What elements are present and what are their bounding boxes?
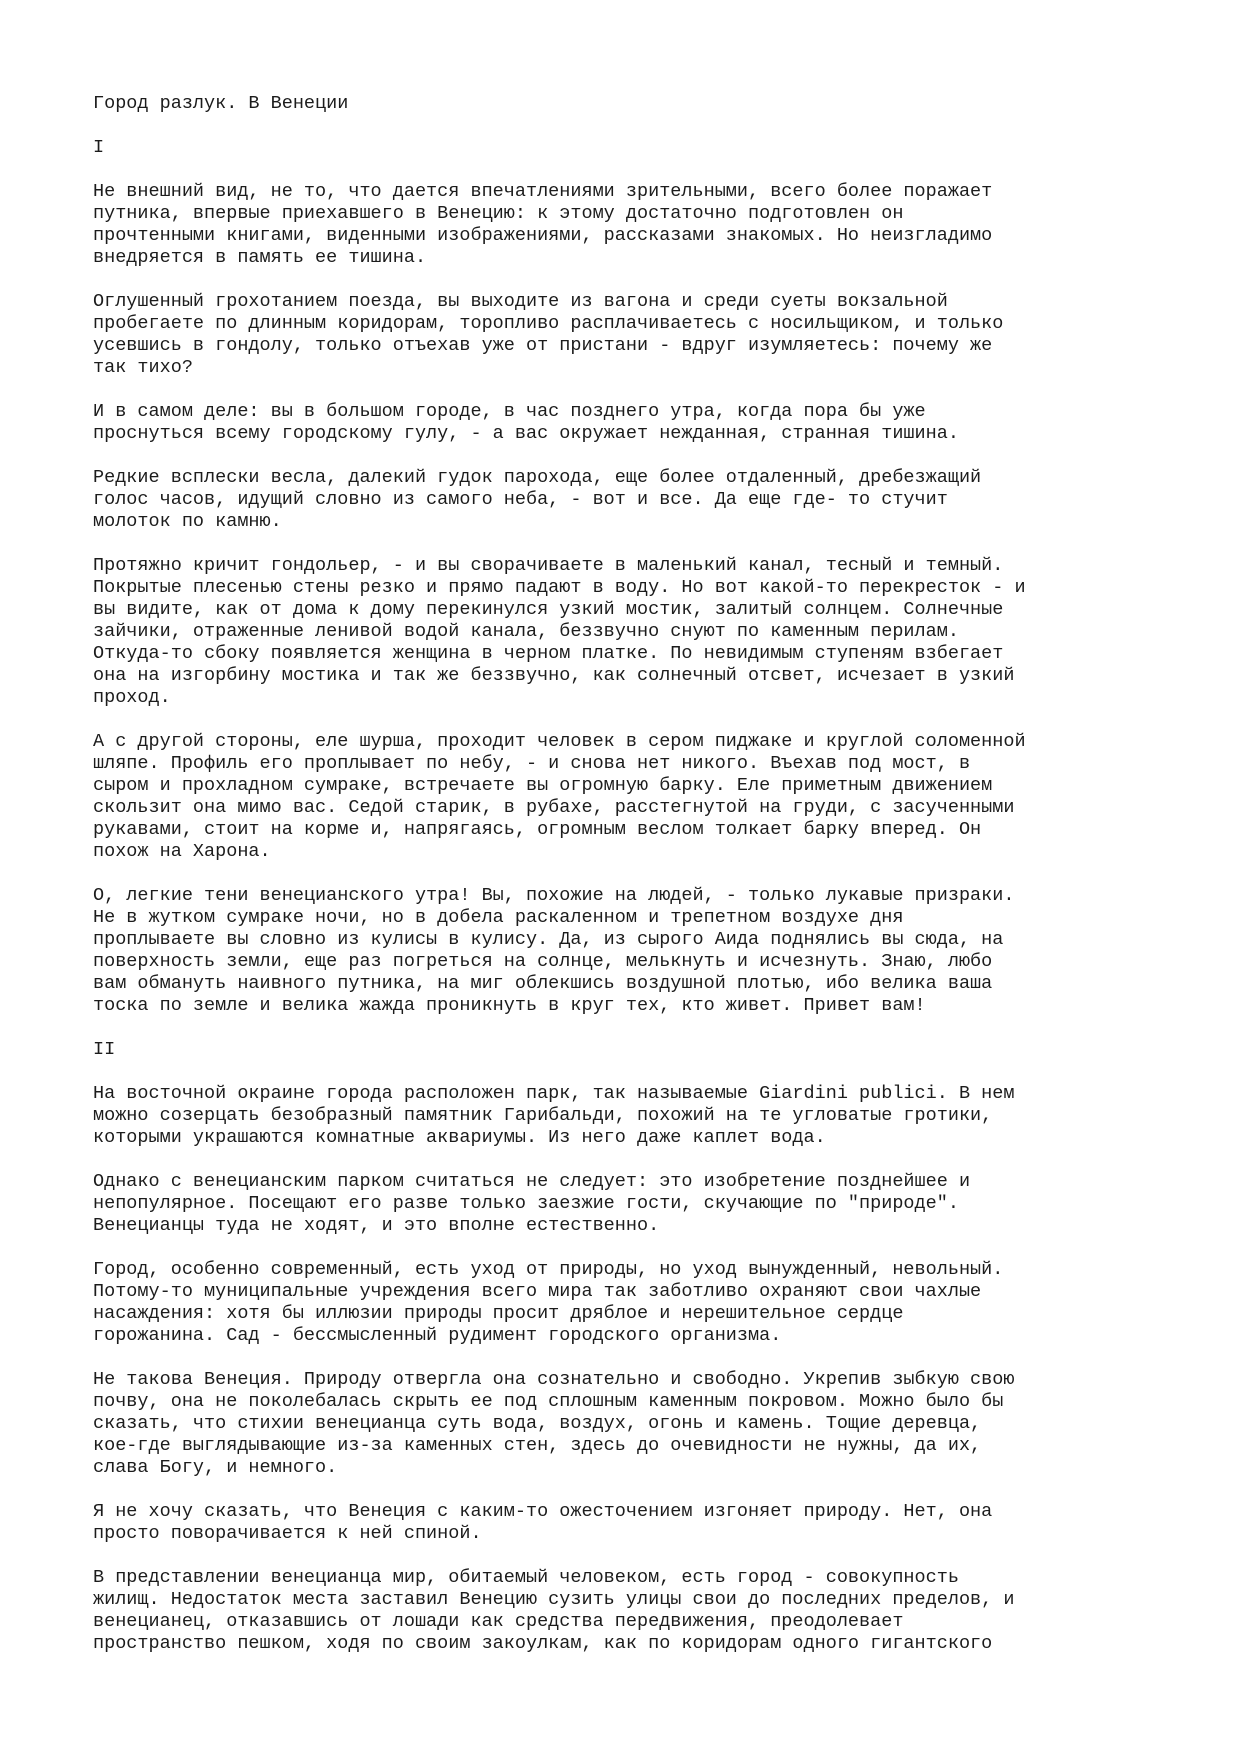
text-line: венецианец, отказавшись от лошади как средства передвижения, преодолевает [93,1611,904,1632]
text-line: зайчики, отраженные ленивой водой канала, беззвучно снуют по каменным перилам. [93,621,959,642]
text-line: тоска по земле и велика жажда проникнуть в круг тех, кто живет. Привет вам! [93,995,926,1016]
text-line: Не в жутком сумраке ночи, но в добела раскаленном и трепетном воздухе дня [93,907,904,928]
text-line: слава Богу, и немного. [93,1457,338,1478]
text-line: Оглушенный грохотанием поезда, вы выходите из вагона и среди суеты вокзальной [93,291,948,312]
text-line: О, легкие тени венецианского утра! Вы, похожие на людей, - только лукавые призраки. [93,885,1015,906]
text-line: похож на Харона. [93,841,271,862]
text-line: Город, особенно современный, есть уход от природы, но уход вынужденный, невольный. [93,1259,1004,1280]
text-line: Откуда-то сбоку появляется женщина в черном платке. По невидимым ступеням взбегает [93,643,1004,664]
text-line: вы видите, как от дома к дому перекинулся узкий мостик, залитый солнцем. Солнечные [93,599,1004,620]
text-line: Венецианцы туда не ходят, и это вполне естественно. [93,1215,660,1236]
paragraph [93,1171,1173,1237]
text-line: поверхность земли, еще раз погреться на солнце, мелькнуть и исчезнуть. Знаю, любо [93,951,993,972]
text-line: Протяжно кричит гондольер, - и вы сворачиваете в маленький канал, тесный и темный. [93,555,1004,576]
text-line: проход. [93,687,171,708]
text-line: пробегаете по длинным коридорам, торопливо расплачиваетесь с носильщиком, и только [93,313,1004,334]
paragraph [93,885,1173,1017]
text-line: непопулярное. Посещают его разве только заезжие гости, скучающие по "природе". [93,1193,959,1214]
text-line: прочтенными книгами, виденными изображениями, рассказами знакомых. Но неизгладимо [93,225,993,246]
text-line: горожанина. Сад - бессмысленный рудимент городского организма. [93,1325,782,1346]
text-line: проснуться всему городскому гулу, - а вас окружает нежданная, странная тишина. [93,423,959,444]
paragraph [93,1259,1173,1347]
paragraph [93,731,1173,863]
text-line: скользит она мимо вас. Седой старик, в рубахе, расстегнутой на груди, с засученными [93,797,1015,818]
text-line: Редкие всплески весла, далекий гудок парохода, еще более отдаленный, дребезжащий [93,467,982,488]
text-line: пространство пешком, ходя по своим закоулкам, как по коридорам одного гигантского [93,1633,993,1654]
text-line: На восточной окраине города расположен парк, так называемые Giardini publici. В нем [93,1083,1015,1104]
text-line: жилищ. Недостаток места заставил Венецию сузить улицы свои до последних пределов, и [93,1589,1015,1610]
document-body [93,137,1173,1655]
text-line: шляпе. Профиль его проплывает по небу, - и снова нет никого. Въехав под мост, в [93,753,971,774]
text-line: В представлении венецианца мир, обитаемый человеком, есть город - совокупность [93,1567,959,1588]
text-line: почву, она не поколебалась скрыть ее под сплошным каменным покровом. Можно было бы [93,1391,1004,1412]
text-line: Потому-то муниципальные учреждения всего мира так заботливо охраняют свои чахлые [93,1281,982,1302]
text-line: А с другой стороны, еле шурша, проходит человек в сером пиджаке и круглой соломенной [93,731,1026,752]
paragraph [93,1083,1173,1149]
text-line: Не внешний вид, не то, что дается впечатлениями зрительными, всего более поражает [93,181,993,202]
section-heading: II [93,1039,116,1060]
paragraph [93,291,1173,379]
text-line: насаждения: хотя бы иллюзии природы просит дряблое и нерешительное сердце [93,1303,904,1324]
text-line: проплываете вы словно из кулисы в кулису. Да, из сырого Аида поднялись вы сюда, на [93,929,1004,950]
paragraph [93,401,1173,445]
document-page [93,93,1173,1655]
text-line: Не такова Венеция. Природу отвергла она сознательно и свободно. Укрепив зыбкую свою [93,1369,1015,1390]
text-line: которыми украшаются комнатные аквариумы. Из него даже каплет вода. [93,1127,826,1148]
paragraph [93,467,1173,533]
text-line: кое-где выглядывающие из-за каменных стен, здесь до очевидности не нужны, да их, [93,1435,982,1456]
text-line: так тихо? [93,357,193,378]
text-line: путника, впервые приехавшего в Венецию: к этому достаточно подготовлен он [93,203,904,224]
text-line: И в самом деле: вы в большом городе, в час позднего утра, когда пора бы уже [93,401,926,422]
text-line: она на изгорбину мостика и так же беззвучно, как солнечный отсвет, исчезает в узкий [93,665,1015,686]
text-line: голос часов, идущий словно из самого неба, - вот и все. Да еще где- то стучит [93,489,948,510]
text-line: молоток по камню. [93,511,282,532]
section-heading: I [93,137,105,158]
text-line: Однако с венецианским парком считаться не следует: это изобретение позднейшее и [93,1171,971,1192]
paragraph [93,1369,1173,1479]
paragraph [93,1567,1173,1655]
text-line: Покрытые плесенью стены резко и прямо падают в воду. Но вот какой-то перекресток - и [93,577,1026,598]
text-line: сказать, что стихии венецианца суть вода, воздух, огонь и камень. Тощие деревца, [93,1413,982,1434]
document-title: Город разлук. В Венеции [93,93,349,114]
text-line: можно созерцать безобразный памятник Гарибальди, похожий на те угловатые гротики, [93,1105,993,1126]
paragraph [93,1501,1173,1545]
text-line: вам обмануть наивного путника, на миг облекшись воздушной плотью, ибо велика ваша [93,973,993,994]
paragraph [93,181,1173,269]
text-line: рукавами, стоит на корме и, напрягаясь, огромным веслом толкает барку вперед. Он [93,819,982,840]
text-line: сыром и прохладном сумраке, встречаете вы огромную барку. Еле приметным движением [93,775,993,796]
text-line: внедряется в память ее тишина. [93,247,427,268]
paragraph [93,555,1173,709]
text-line: просто поворачивается к ней спиной. [93,1523,482,1544]
text-line: усевшись в гондолу, только отъехав уже от пристани - вдруг изумляетесь: почему же [93,335,993,356]
text-line: Я не хочу сказать, что Венеция с каким-то ожесточением изгоняет природу. Нет, она [93,1501,993,1522]
